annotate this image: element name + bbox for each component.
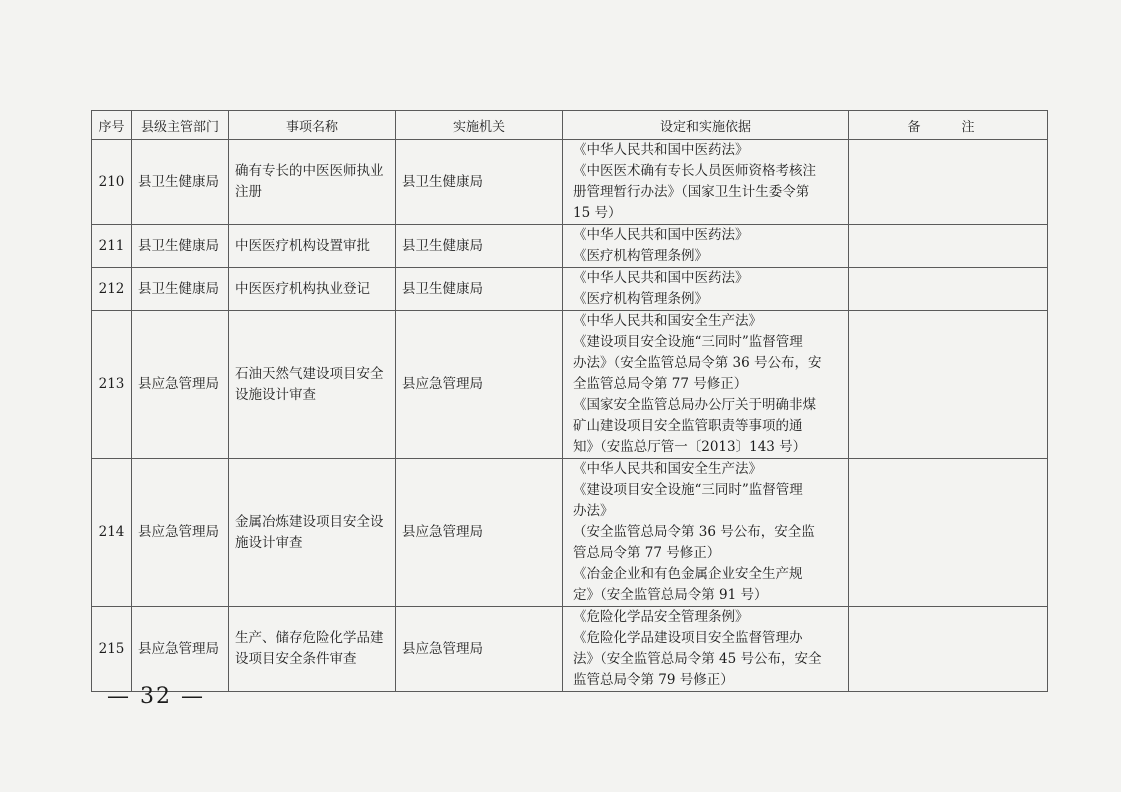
cell-seq: 212 bbox=[92, 268, 132, 311]
basis-line: 《建设项目安全设施“三同时”监督管理 bbox=[573, 334, 803, 350]
cell-dept: 县应急管理局 bbox=[132, 607, 229, 692]
basis-line: 管总局令第 77 号修正） bbox=[573, 545, 721, 561]
cell-remark bbox=[849, 225, 1048, 268]
cell-agency: 县卫生健康局 bbox=[396, 268, 563, 311]
cell-remark bbox=[849, 268, 1048, 311]
cell-seq: 210 bbox=[92, 140, 132, 225]
basis-line: 全监管总局令第 77 号修正） bbox=[573, 376, 748, 392]
basis-line: （安全监管总局令第 36 号公布，安全监 bbox=[573, 524, 815, 540]
table-row bbox=[92, 607, 1048, 692]
header-remark: 备 注 bbox=[849, 111, 1048, 140]
basis-line: 《中医医术确有专长人员医师资格考核注 bbox=[573, 163, 816, 179]
basis-line: 《危险化学品安全管理条例》 bbox=[573, 609, 749, 625]
cell-dept: 县应急管理局 bbox=[132, 459, 229, 607]
cell-seq: 213 bbox=[92, 311, 132, 459]
cell-basis bbox=[563, 140, 849, 225]
cell-agency: 县应急管理局 bbox=[396, 311, 563, 459]
cell-dept: 县应急管理局 bbox=[132, 311, 229, 459]
cell-dept: 县卫生健康局 bbox=[132, 268, 229, 311]
basis-line: 办法》 bbox=[573, 503, 614, 519]
cell-dept: 县卫生健康局 bbox=[132, 225, 229, 268]
cell-remark bbox=[849, 311, 1048, 459]
cell-seq: 215 bbox=[92, 607, 132, 692]
basis-line: 法》（安全监管总局令第 45 号公布，安全 bbox=[573, 651, 822, 667]
basis-line: 定》（安全监管总局令第 91 号） bbox=[573, 587, 768, 603]
cell-agency: 县应急管理局 bbox=[396, 607, 563, 692]
basis-line: 《冶金企业和有色金属企业安全生产规 bbox=[573, 566, 803, 582]
basis-line: 《危险化学品建设项目安全监督管理办 bbox=[573, 630, 803, 646]
cell-remark bbox=[849, 459, 1048, 607]
header-basis: 设定和实施依据 bbox=[563, 111, 849, 140]
basis-line: 《中华人民共和国中医药法》 bbox=[573, 270, 749, 286]
header-item: 事项名称 bbox=[229, 111, 396, 140]
basis-line: 监管总局令第 79 号修正） bbox=[573, 672, 734, 688]
table-body bbox=[92, 140, 1048, 692]
table-row bbox=[92, 459, 1048, 607]
cell-agency: 县应急管理局 bbox=[396, 459, 563, 607]
table-row bbox=[92, 268, 1048, 311]
cell-agency: 县卫生健康局 bbox=[396, 140, 563, 225]
table-row bbox=[92, 225, 1048, 268]
cell-item: 确有专长的中医医师执业注册 bbox=[229, 140, 396, 225]
cell-basis bbox=[563, 225, 849, 268]
basis-line: 《国家安全监管总局办公厅关于明确非煤 bbox=[573, 397, 816, 413]
basis-line: 《中华人民共和国安全生产法》 bbox=[573, 313, 762, 329]
table-row bbox=[92, 140, 1048, 225]
cell-remark bbox=[849, 140, 1048, 225]
basis-line: 《建设项目安全设施“三同时”监督管理 bbox=[573, 482, 803, 498]
header-agency: 实施机关 bbox=[396, 111, 563, 140]
cell-basis bbox=[563, 459, 849, 607]
cell-item: 石油天然气建设项目安全设施设计审查 bbox=[229, 311, 396, 459]
basis-line: 知》（安监总厅管一〔2013〕143 号） bbox=[573, 439, 807, 455]
basis-line: 《中华人民共和国中医药法》 bbox=[573, 227, 749, 243]
basis-line: 办法》（安全监管总局令第 36 号公布，安 bbox=[573, 355, 822, 371]
table-row bbox=[92, 311, 1048, 459]
table-header-row bbox=[92, 111, 1048, 140]
cell-seq: 214 bbox=[92, 459, 132, 607]
header-dept: 县级主管部门 bbox=[132, 111, 229, 140]
basis-line: 矿山建设项目安全监管职责等事项的通 bbox=[573, 418, 803, 434]
cell-item: 生产、储存危险化学品建设项目安全条件审查 bbox=[229, 607, 396, 692]
cell-dept: 县卫生健康局 bbox=[132, 140, 229, 225]
basis-line: 《医疗机构管理条例》 bbox=[573, 248, 708, 264]
cell-seq: 211 bbox=[92, 225, 132, 268]
cell-remark bbox=[849, 607, 1048, 692]
basis-line: 册管理暂行办法》（国家卫生计生委令第 bbox=[573, 184, 810, 200]
cell-item: 中医医疗机构执业登记 bbox=[229, 268, 396, 311]
header-seq: 序号 bbox=[92, 111, 132, 140]
basis-line: 《中华人民共和国安全生产法》 bbox=[573, 461, 762, 477]
cell-item: 中医医疗机构设置审批 bbox=[229, 225, 396, 268]
cell-item: 金属冶炼建设项目安全设施设计审查 bbox=[229, 459, 396, 607]
cell-basis bbox=[563, 268, 849, 311]
document-table bbox=[91, 110, 1048, 692]
cell-basis bbox=[563, 607, 849, 692]
basis-line: 《医疗机构管理条例》 bbox=[573, 291, 708, 307]
cell-basis bbox=[563, 311, 849, 459]
basis-line: 15 号） bbox=[573, 205, 622, 221]
page-number: — 32 — bbox=[107, 684, 205, 709]
basis-line: 《中华人民共和国中医药法》 bbox=[573, 142, 749, 158]
cell-agency: 县卫生健康局 bbox=[396, 225, 563, 268]
